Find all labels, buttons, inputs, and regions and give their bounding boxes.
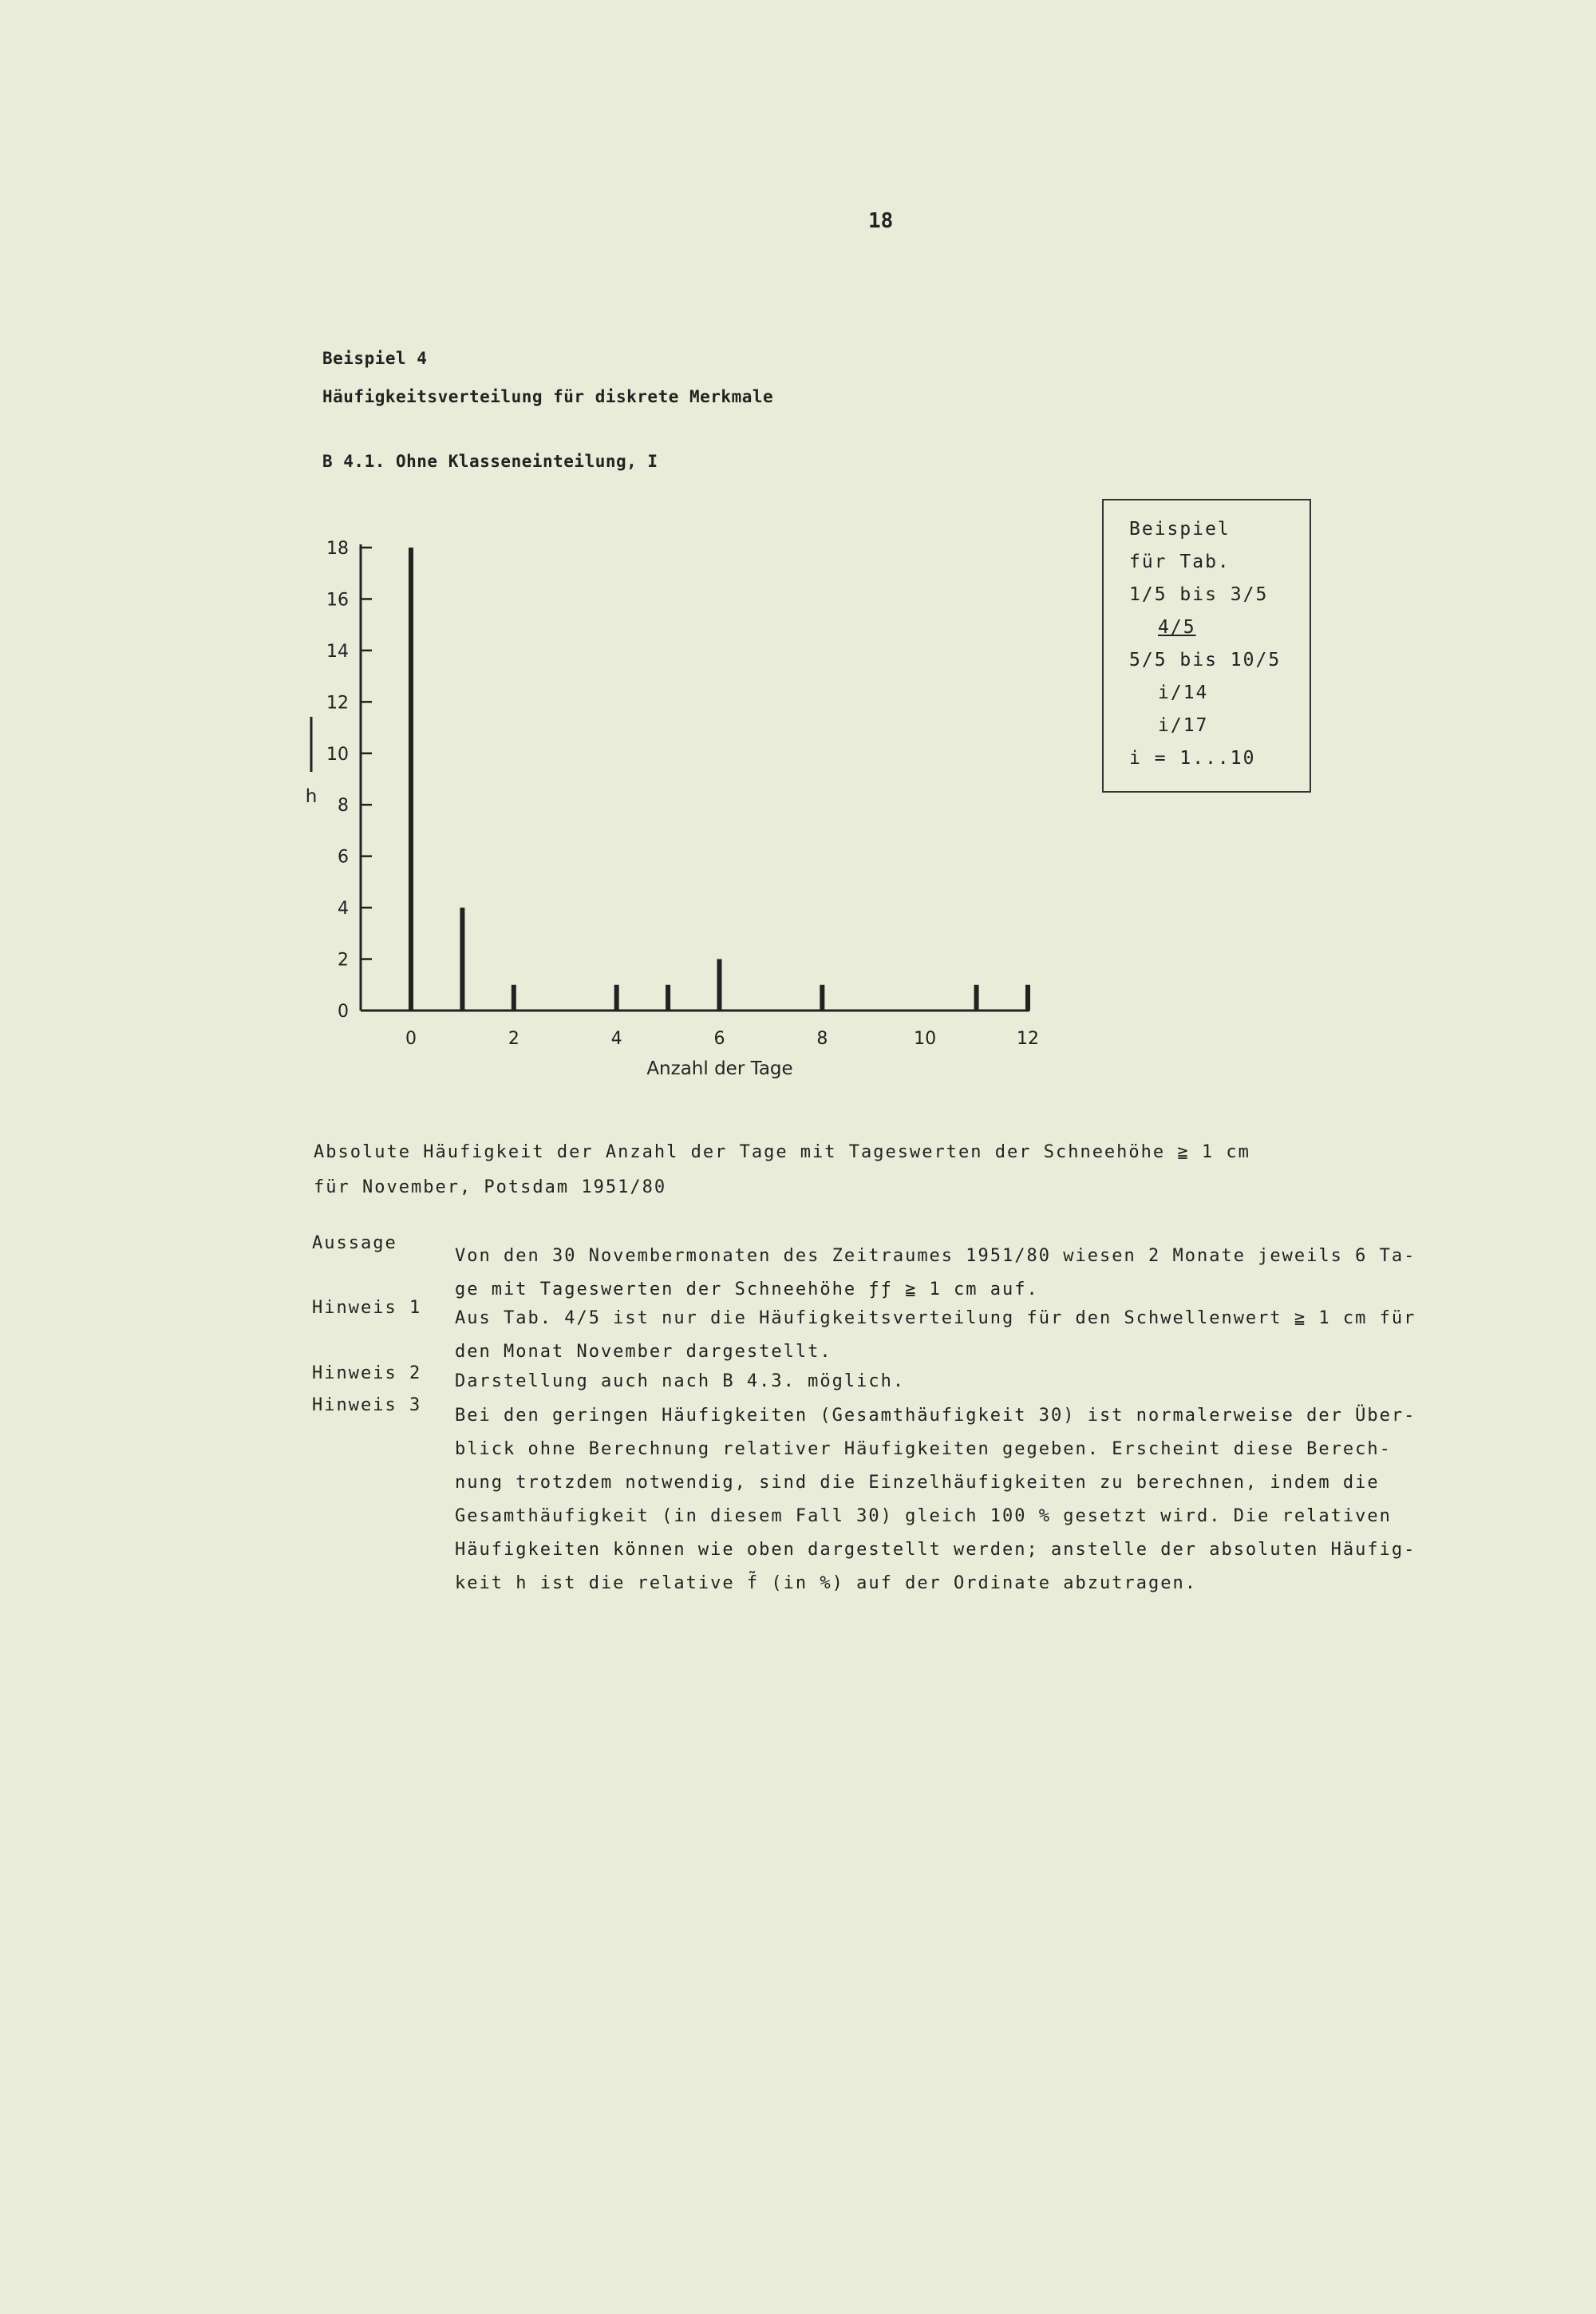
box-line-5: 5/5 bis 10/5: [1129, 650, 1282, 670]
bar: [614, 985, 619, 1011]
caption-line-1: Absolute Häufigkeit der Anzahl der Tage mit Tageswerten der Schneehöhe ≧ 1 cm: [314, 1142, 1250, 1162]
note-line: ge mit Tageswerten der Schneehöhe ƒƒ ≧ 1 cm auf.: [455, 1280, 1039, 1299]
note-line: den Monat November dargestellt.: [455, 1342, 832, 1362]
note-text-hinweis-2: [455, 1365, 1492, 1398]
y-tick-label: 2: [338, 950, 349, 971]
x-tick-label: 2: [508, 1029, 519, 1049]
x-tick-label: 0: [405, 1029, 417, 1049]
y-tick-label: 6: [338, 847, 349, 868]
bar: [409, 548, 413, 1011]
note-line: nung trotzdem notwendig, sind die Einzelhäufigkeiten zu berechnen, indem die: [455, 1473, 1380, 1493]
box-line-1: Beispiel: [1129, 519, 1231, 540]
x-tick-label: 8: [816, 1029, 828, 1049]
bar: [820, 985, 824, 1011]
x-tick-label: 4: [610, 1029, 622, 1049]
y-tick-label: 0: [338, 1002, 349, 1022]
figure-caption: [314, 1135, 1511, 1205]
y-tick-label: 10: [326, 744, 349, 765]
note-line: Bei den geringen Häufigkeiten (Gesamthäufigkeit 30) ist normalerweise der Über-: [455, 1406, 1416, 1426]
caption-line-2: für November, Potsdam 1951/80: [314, 1177, 667, 1197]
note-line: Von den 30 Novembermonaten des Zeitraumes 1951/80 wiesen 2 Monate jeweils 6 Ta-: [455, 1246, 1416, 1266]
x-tick-label: 6: [713, 1029, 725, 1049]
box-line-2: für Tab.: [1129, 552, 1231, 572]
bar: [666, 985, 670, 1011]
reference-box: [1102, 499, 1311, 793]
note-line: Gesamthäufigkeit (in diesem Fall 30) gleich 100 % gesetzt wird. Die relativen: [455, 1506, 1392, 1526]
note-label-hinweis-3: Hinweis 3: [312, 1395, 422, 1415]
y-tick-label: 8: [338, 796, 349, 817]
bar: [1025, 985, 1030, 1011]
bar: [512, 985, 516, 1011]
x-axis-title: Anzahl der Tage: [646, 1058, 793, 1079]
note-label-hinweis-2: Hinweis 2: [312, 1363, 422, 1383]
y-tick-label: 12: [326, 693, 349, 714]
note-line: keit h ist die relative f̃ (in %) auf der Ordinate abzutragen.: [455, 1573, 1197, 1593]
note-text-aussage: [455, 1240, 1492, 1307]
y-tick-label: 16: [326, 590, 349, 611]
box-line-8: i = 1...10: [1129, 748, 1256, 769]
note-line: Darstellung auch nach B 4.3. möglich.: [455, 1371, 906, 1391]
note-label-aussage: Aussage: [312, 1233, 397, 1253]
bar: [460, 908, 464, 1011]
bar-chart: [0, 0, 1596, 1117]
note-text-hinweis-3: [455, 1399, 1492, 1600]
bar: [717, 959, 722, 1011]
example-subtitle: Häufigkeitsverteilung für diskrete Merkmale: [322, 387, 774, 406]
note-label-hinweis-1: Hinweis 1: [312, 1298, 422, 1318]
y-tick-label: 4: [338, 899, 349, 920]
note-line: Aus Tab. 4/5 ist nur die Häufigkeitsverteilung für den Schwellenwert ≧ 1 cm für: [455, 1308, 1416, 1328]
y-axis-title: h: [305, 786, 318, 807]
page-number: 18: [868, 209, 894, 233]
box-line-7: i/17: [1158, 715, 1209, 736]
section-title: B 4.1. Ohne Klasseneinteilung, I: [322, 452, 658, 471]
bar: [974, 985, 979, 1011]
box-line-4: 4/5: [1158, 617, 1196, 638]
example-title: Beispiel 4: [322, 349, 428, 368]
y-tick-label: 18: [326, 539, 349, 559]
x-tick-label: 10: [914, 1029, 937, 1049]
note-line: Häufigkeiten können wie oben dargestellt werden; anstelle der absoluten Häufig-: [455, 1540, 1416, 1560]
box-line-6: i/14: [1158, 682, 1209, 703]
note-line: blick ohne Berechnung relativer Häufigkeiten gegeben. Erscheint diese Berech-: [455, 1439, 1392, 1459]
note-text-hinweis-1: [455, 1302, 1492, 1369]
x-tick-label: 12: [1017, 1029, 1039, 1049]
y-tick-label: 14: [326, 641, 349, 662]
box-line-3: 1/5 bis 3/5: [1129, 584, 1269, 605]
